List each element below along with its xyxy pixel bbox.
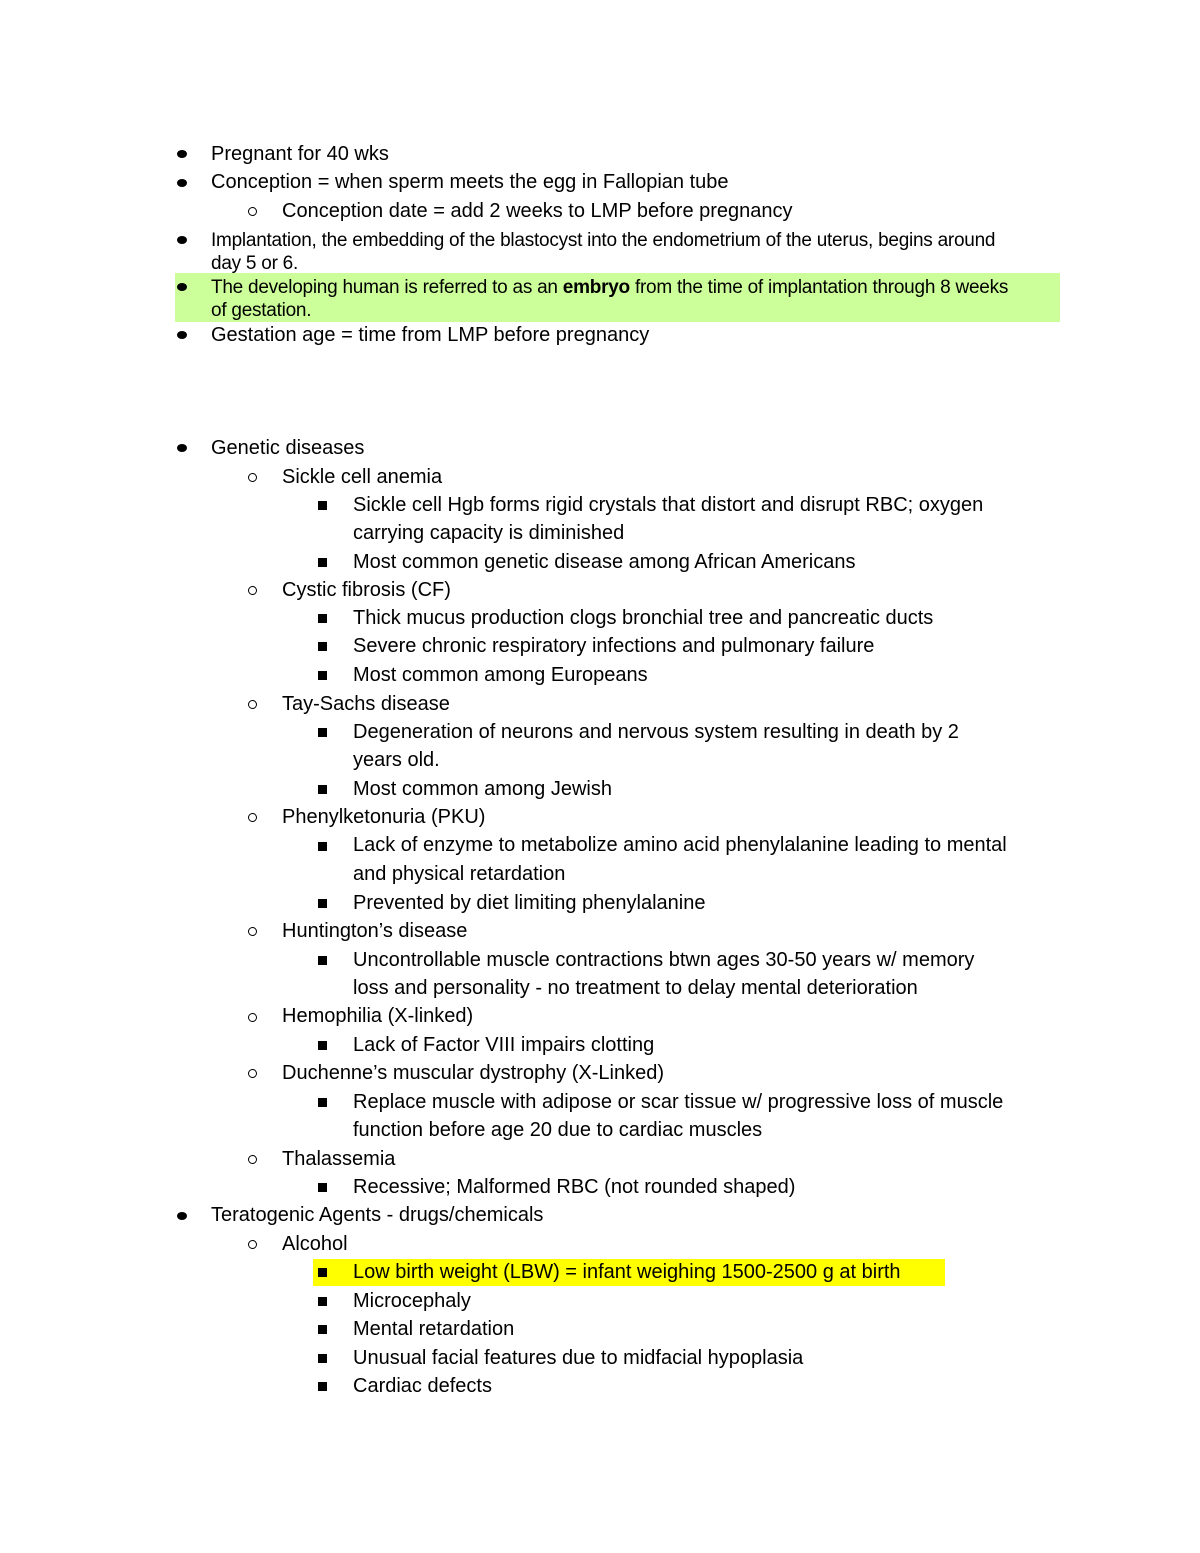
list-item-cf-detail-3: Most common among Europeans [353,664,648,686]
list-item-tay-detail-line2: years old. [353,749,440,771]
bullet-circle-icon [248,207,257,216]
list-item-conception: Conception = when sperm meets the egg in Fallopian tube [211,171,729,193]
list-item-conception-date: Conception date = add 2 weeks to LMP before pregnancy [282,200,793,222]
list-item-tay-common: Most common among Jewish [353,778,612,800]
bullet-disc-icon [177,444,187,452]
bullet-disc-icon [177,283,187,291]
list-item-thalassemia: Thalassemia [282,1148,396,1170]
bullet-square-icon [318,842,327,851]
list-item-sickle-common: Most common genetic disease among African Americans [353,551,856,573]
bullet-square-icon [318,1098,327,1107]
bullet-square-icon [318,1354,327,1363]
bullet-disc-icon [177,236,187,244]
list-item-sickle: Sickle cell anemia [282,466,443,488]
bullet-square-icon [318,1183,327,1192]
list-item-hemophilia-detail: Lack of Factor VIII impairs clotting [353,1034,655,1056]
list-item-duchenne-detail-line1: Replace muscle with adipose or scar tissue w/ progressive loss of muscle [353,1091,1004,1113]
bullet-square-icon [318,1325,327,1334]
bullet-circle-icon [248,473,257,482]
bullet-circle-icon [248,586,257,595]
bullet-disc-icon [177,150,187,158]
list-item-pregnant: Pregnant for 40 wks [211,143,389,165]
list-item-sickle-detail-line1: Sickle cell Hgb forms rigid crystals that distort and disrupt RBC; oxygen [353,494,984,516]
bullet-square-icon [318,899,327,908]
list-item-facial-features: Unusual facial features due to midfacial hypoplasia [353,1347,804,1369]
list-item-tay-sachs: Tay-Sachs disease [282,693,450,715]
bullet-square-icon [318,1268,327,1277]
bullet-circle-icon [248,1013,257,1022]
list-item-hemophilia: Hemophilia (X-linked) [282,1005,474,1027]
bullet-square-icon [318,1041,327,1050]
list-item-pku-detail-line2: and physical retardation [353,863,566,885]
bullet-disc-icon [177,179,187,187]
list-item-sickle-detail-line2: carrying capacity is diminished [353,522,625,544]
bullet-circle-icon [248,1155,257,1164]
bullet-circle-icon [248,927,257,936]
bullet-circle-icon [248,700,257,709]
bullet-square-icon [318,501,327,510]
list-item-cf: Cystic fibrosis (CF) [282,579,451,601]
list-item-embryo-line2: of gestation. [211,300,312,321]
bullet-square-icon [318,642,327,651]
list-item-pku-prevented: Prevented by diet limiting phenylalanine [353,892,706,914]
bullet-disc-icon [177,331,187,339]
bullet-circle-icon [248,813,257,822]
list-item-duchenne-detail-line2: function before age 20 due to cardiac muscles [353,1119,763,1141]
bullet-square-icon [318,558,327,567]
bullet-circle-icon [248,1069,257,1078]
list-item-duchenne: Duchenne’s muscular dystrophy (X-Linked) [282,1062,665,1084]
list-item-pku: Phenylketonuria (PKU) [282,806,486,828]
list-item-huntington-detail-line2: loss and personality - no treatment to delay mental deterioration [353,977,918,999]
list-item-huntington-detail-line1: Uncontrollable muscle contractions btwn ages 30-50 years w/ memory [353,949,975,971]
list-item-huntington: Huntington’s disease [282,920,468,942]
list-item-tay-detail-line1: Degeneration of neurons and nervous system resulting in death by 2 [353,721,959,743]
bullet-disc-icon [177,1212,187,1220]
list-item-cardiac-defects: Cardiac defects [353,1375,492,1397]
embryo-bold-term: embryo [562,277,630,298]
list-item-microcephaly: Microcephaly [353,1290,471,1312]
bullet-square-icon [318,956,327,965]
list-item-teratogenic: Teratogenic Agents - drugs/chemicals [211,1204,544,1226]
list-item-pku-detail-line1: Lack of enzyme to metabolize amino acid phenylalanine leading to mental [353,834,1007,856]
list-item-embryo-line1 [211,276,1008,299]
bullet-square-icon [318,728,327,737]
bullet-square-icon [318,785,327,794]
list-item-genetic-diseases: Genetic diseases [211,437,365,459]
list-item-implantation-line1: Implantation, the embedding of the blastocyst into the endometrium of the uterus, begins around [211,230,996,251]
list-item-cf-detail-1: Thick mucus production clogs bronchial tree and pancreatic ducts [353,607,934,629]
list-item-cf-detail-2: Severe chronic respiratory infections and pulmonary failure [353,635,875,657]
bullet-square-icon [318,1382,327,1391]
bullet-circle-icon [248,1240,257,1249]
list-item-thalassemia-detail: Recessive; Malformed RBC (not rounded shaped) [353,1176,796,1198]
list-item-gestation: Gestation age = time from LMP before pregnancy [211,324,650,346]
list-item-mental-retardation: Mental retardation [353,1318,515,1340]
bullet-square-icon [318,671,327,680]
bullet-square-icon [318,614,327,623]
embryo-text-pre: The developing human is referred to as an [211,277,563,298]
embryo-text-post: from the time of implantation through 8 weeks [629,277,1009,298]
list-item-alcohol: Alcohol [282,1233,348,1255]
bullet-square-icon [318,1297,327,1306]
list-item-lbw: Low birth weight (LBW) = infant weighing 1500-2500 g at birth [353,1261,901,1283]
list-item-implantation-line2: day 5 or 6. [211,253,299,274]
